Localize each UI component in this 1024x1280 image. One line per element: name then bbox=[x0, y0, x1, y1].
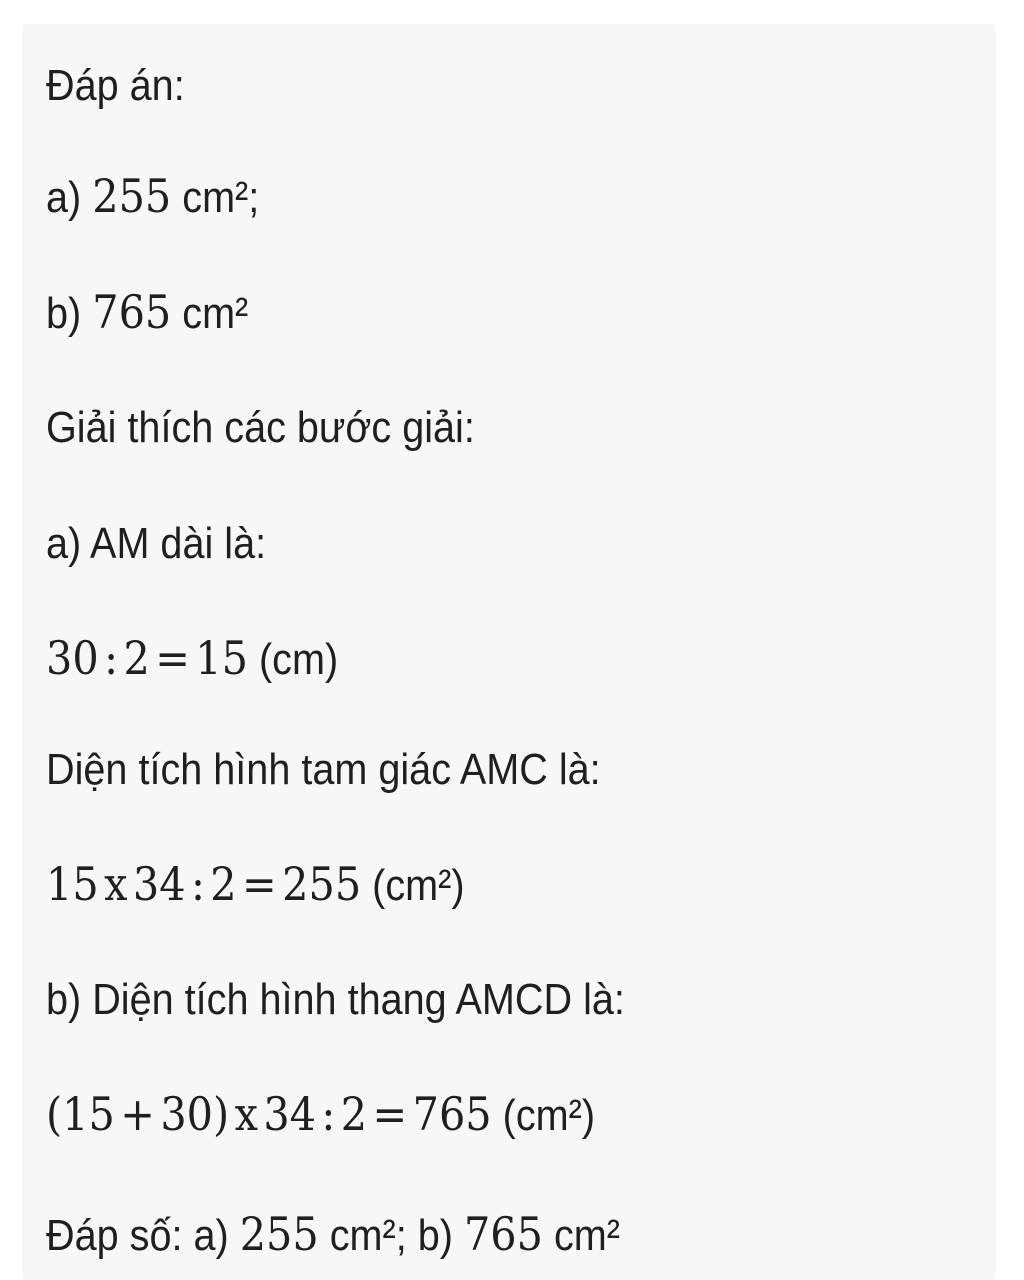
eq3-eq: = bbox=[372, 1087, 408, 1141]
eq2-b: 34 bbox=[132, 857, 186, 911]
eq1-result: 15 bbox=[195, 631, 248, 685]
final-a-unit: cm²; b) bbox=[329, 1211, 453, 1260]
final-a-value: 255 bbox=[239, 1207, 319, 1261]
eq2-op2: : bbox=[190, 857, 205, 911]
eq1-op1: : bbox=[104, 631, 119, 685]
eq3-plus: + bbox=[120, 1087, 155, 1141]
final-label: Đáp số: a) bbox=[46, 1211, 229, 1260]
equation-am bbox=[46, 632, 338, 686]
answer-a-prefix: a) bbox=[46, 173, 82, 222]
eq3-result: 765 bbox=[412, 1087, 492, 1141]
eq2-result: 255 bbox=[282, 857, 362, 911]
eq2-eq: = bbox=[242, 857, 277, 911]
eq1-eq: = bbox=[155, 631, 190, 685]
eq2-unit: (cm²) bbox=[372, 861, 465, 910]
equation-amcd bbox=[46, 1088, 595, 1142]
answer-a bbox=[46, 170, 259, 224]
answer-b-unit: cm² bbox=[182, 289, 249, 338]
answer-a-value: 255 bbox=[92, 169, 172, 223]
step-a-label: a) AM dài là: bbox=[46, 519, 267, 568]
answer-heading: Đáp án: bbox=[46, 61, 185, 110]
eq3-op2: : bbox=[321, 1087, 336, 1141]
final-b-unit: cm² bbox=[553, 1211, 620, 1260]
equation-amc bbox=[46, 858, 465, 912]
eq3-x: x bbox=[234, 1087, 258, 1141]
eq2-c: 2 bbox=[210, 857, 237, 911]
eq3-c: 34 bbox=[263, 1087, 317, 1141]
step-b-label: b) Diện tích hình thang AMCD là: bbox=[46, 975, 625, 1024]
answer-b bbox=[46, 286, 248, 340]
eq3-d: 2 bbox=[340, 1087, 368, 1141]
eq1-a: 30 bbox=[46, 631, 99, 685]
eq3-open: (15 bbox=[46, 1087, 115, 1141]
eq1-unit: (cm) bbox=[258, 635, 339, 684]
final-answer bbox=[46, 1208, 620, 1262]
steps-heading: Giải thích các bước giải: bbox=[46, 403, 475, 452]
eq3-b: 30) bbox=[160, 1087, 230, 1141]
eq3-unit: (cm²) bbox=[502, 1091, 595, 1140]
step-amc-label: Diện tích hình tam giác AMC là: bbox=[46, 745, 601, 794]
final-b-value: 765 bbox=[463, 1207, 543, 1261]
answer-a-unit: cm²; bbox=[182, 173, 260, 222]
answer-b-prefix: b) bbox=[46, 289, 82, 338]
eq2-a: 15 bbox=[46, 857, 99, 911]
eq1-b: 2 bbox=[123, 631, 150, 685]
answer-b-value: 765 bbox=[92, 285, 172, 339]
eq2-x: x bbox=[104, 857, 128, 911]
